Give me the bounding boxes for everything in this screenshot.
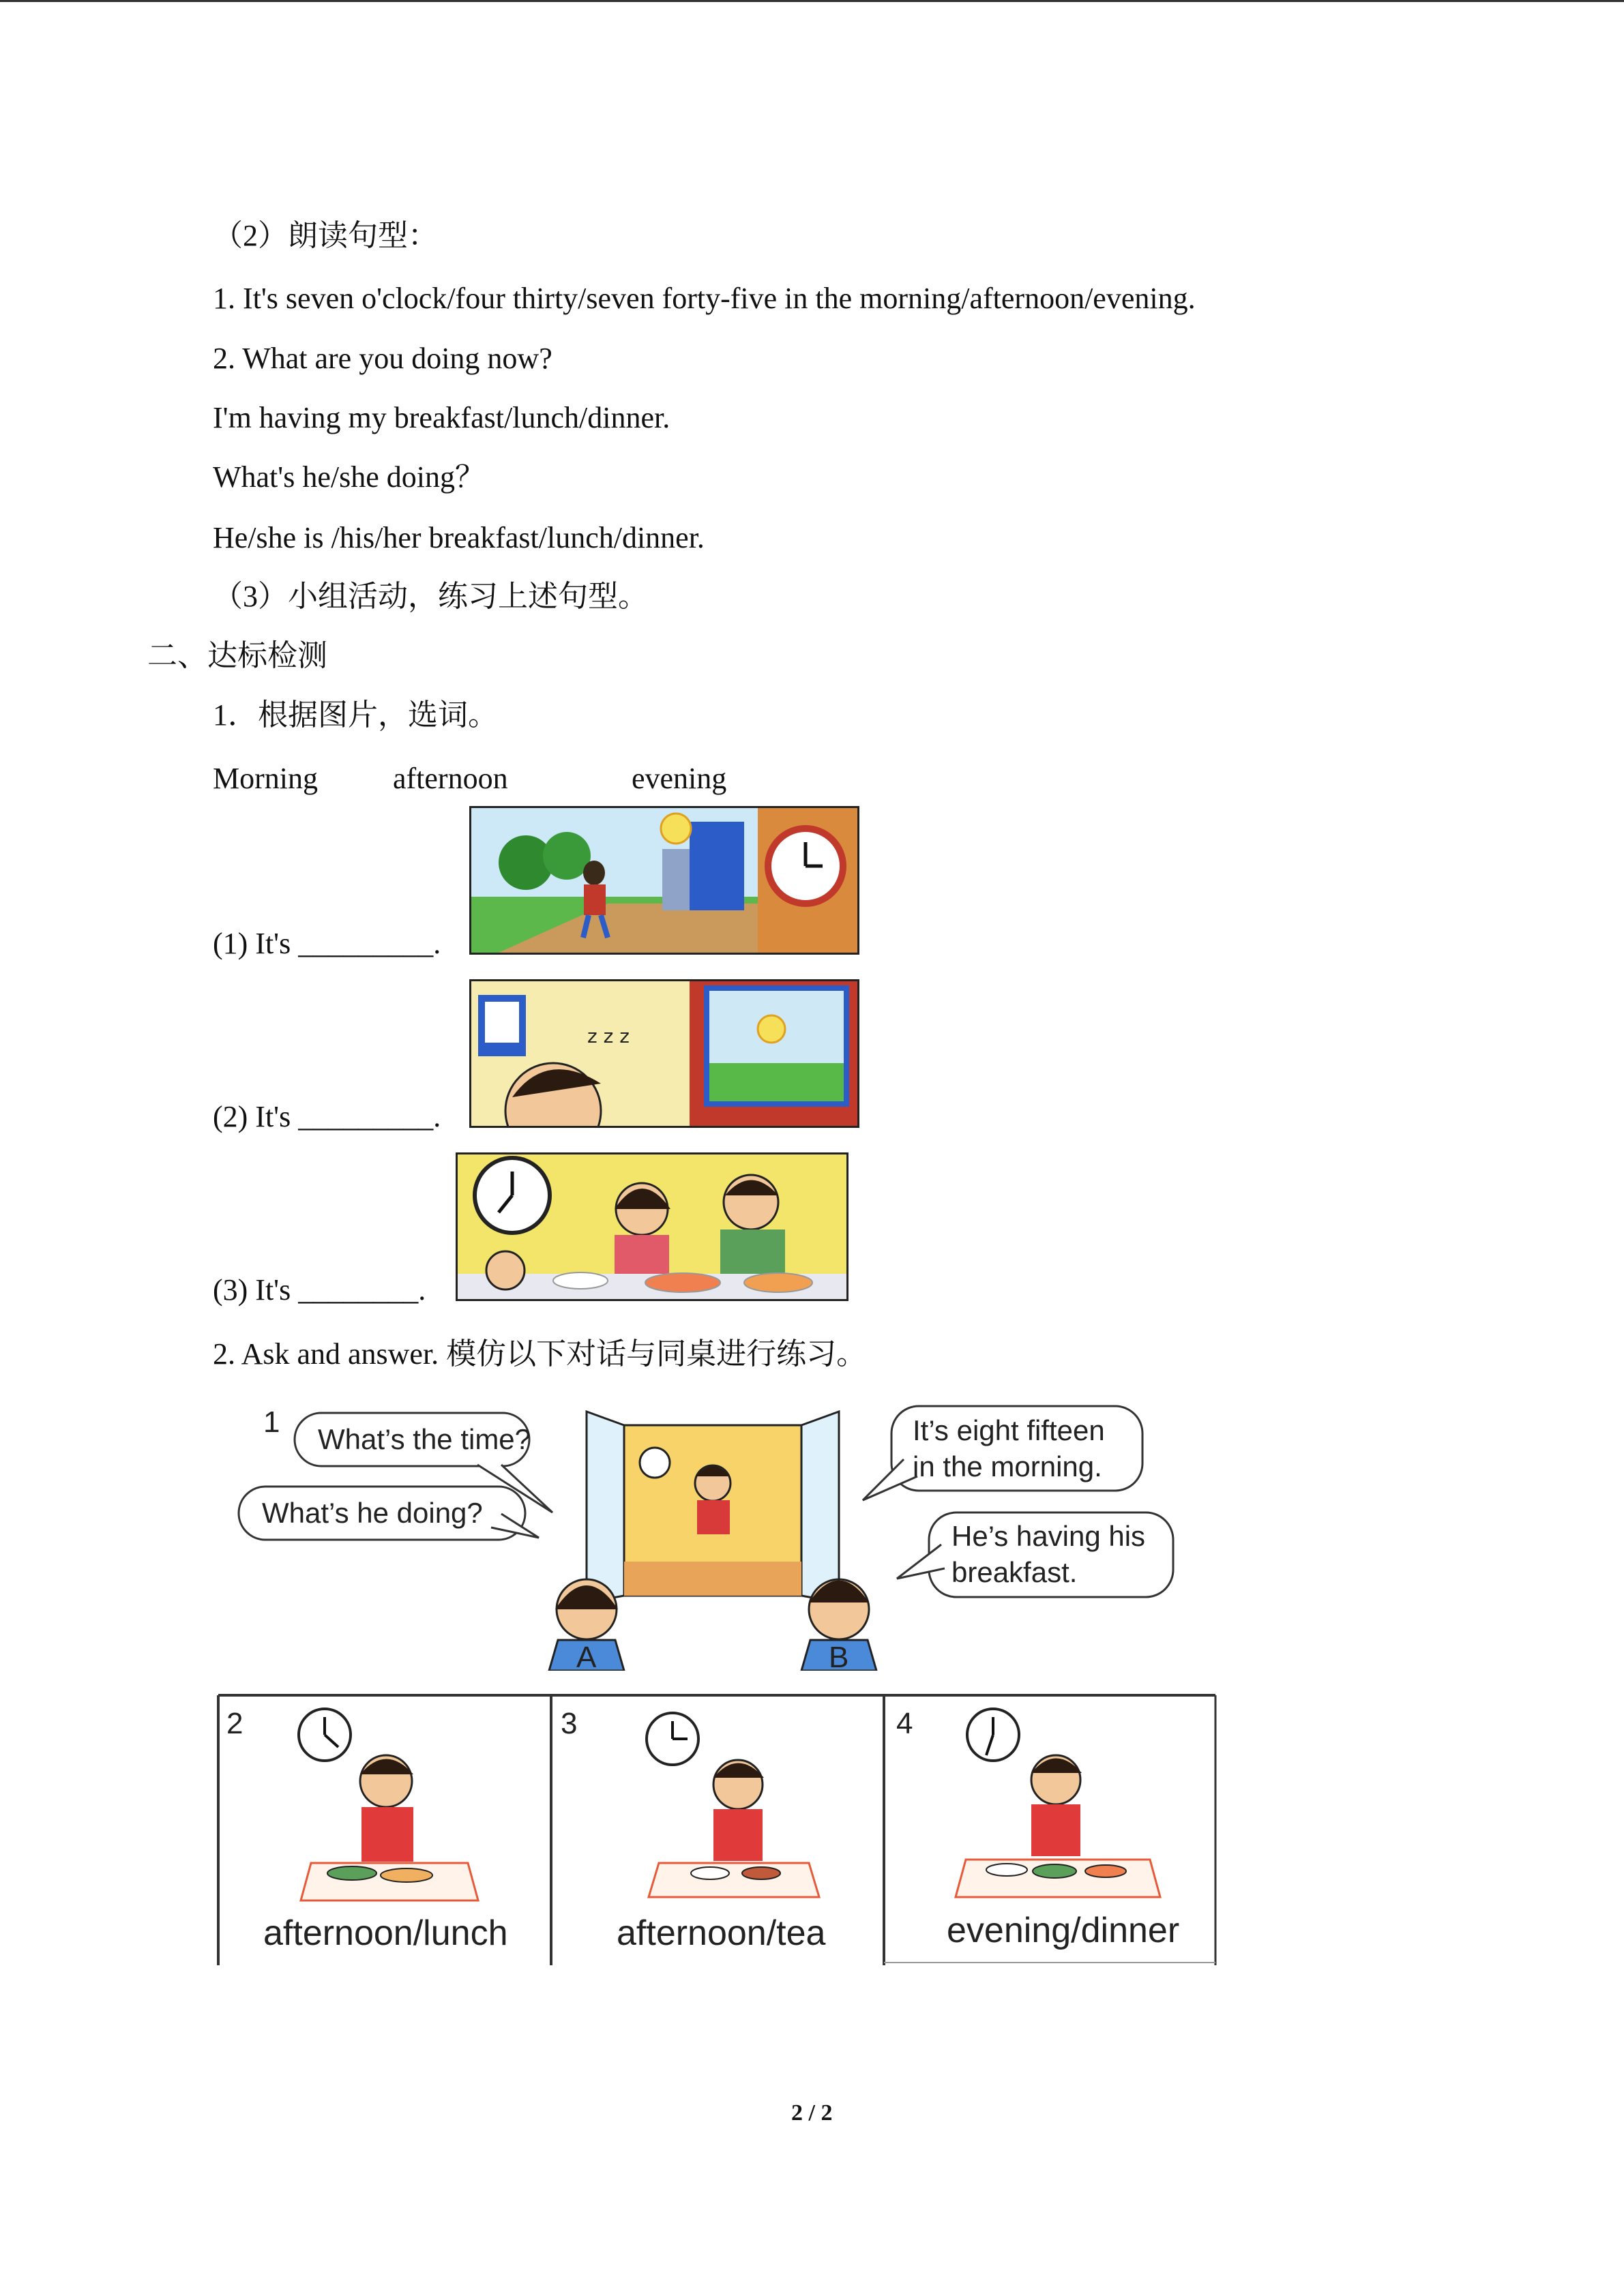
reading-sentence-4: What's he/she doing？ (213, 460, 485, 494)
panel-2-number: 2 (226, 1707, 243, 1740)
section2-heading: 二、达标检测 (147, 639, 327, 672)
panel-4 (896, 1707, 1179, 1950)
group-heading: （3）小组活动，练习上述句型。 (213, 580, 648, 613)
reading-sentence-2: 2. What are you doing now? (213, 342, 552, 375)
ex2-heading: 2. Ask and answer. 模仿以下对话与同桌进行练习。 (213, 1337, 867, 1371)
panel-4-number: 4 (896, 1707, 913, 1740)
panel-3-number: 3 (561, 1707, 578, 1740)
bubble-a2-line1: He’s having his (951, 1520, 1146, 1552)
panel-2 (226, 1707, 508, 1953)
picture-sleeping (469, 979, 859, 1128)
bubble-a1-line2: in the morning. (913, 1450, 1102, 1482)
top-border (0, 0, 1624, 2)
picture-morning-walk (469, 806, 859, 955)
bubble-a1-line1: It’s eight fifteen (913, 1414, 1105, 1446)
boy-letter: B (829, 1641, 849, 1671)
girl-letter: A (576, 1641, 597, 1671)
reading-sentence-1: 1. It's seven o'clock/four thirty/seven forty-five in the morning/afternoon/evening. (213, 282, 1196, 315)
panel-4-caption: evening/dinner (947, 1911, 1180, 1950)
meal-panels (216, 1693, 1218, 1965)
ex1-item-3: (3) It's ________. (213, 1273, 426, 1307)
bubble-q2-text: What’s he doing? (262, 1497, 483, 1529)
ex1-heading: 1．根据图片，选词。 (213, 698, 498, 732)
dialogue-illustration (232, 1398, 1187, 1671)
ex1-item-1: (1) It's _________. (213, 927, 441, 960)
page-number: 2 / 2 (791, 2100, 833, 2126)
word-morning: Morning (213, 762, 318, 795)
panel-1-number: 1 (263, 1405, 280, 1439)
panel-2-caption: afternoon/lunch (263, 1913, 508, 1953)
panel-3-caption: afternoon/tea (617, 1913, 826, 1953)
picture-dinner (456, 1152, 848, 1301)
bubble-q1-text: What’s the time? (318, 1423, 531, 1455)
bubble-a2-line2: breakfast. (951, 1556, 1078, 1588)
svg-text:z z z: z z z (587, 1025, 630, 1047)
word-evening: evening (632, 762, 727, 795)
ex1-item-2: (2) It's _________. (213, 1100, 441, 1133)
word-afternoon: afternoon (393, 762, 508, 795)
reading-sentence-5: He/she is /his/her breakfast/lunch/dinner. (213, 521, 705, 554)
panel-3 (561, 1707, 826, 1953)
reading-heading: （2）朗读句型： (213, 219, 438, 252)
reading-sentence-3: I'm having my breakfast/lunch/dinner. (213, 401, 670, 434)
